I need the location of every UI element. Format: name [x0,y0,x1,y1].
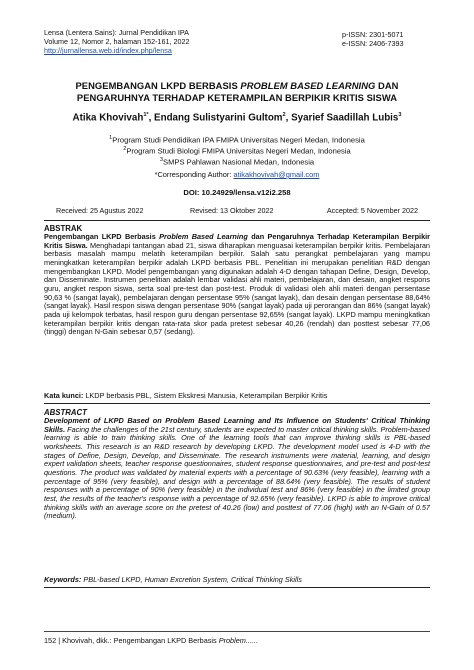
abstrak-lead-a: Pengembangan LKPD Berbasis [44,232,160,241]
author-1: Atika Khovivah [72,112,144,124]
keywords-text: PBL-based LKPD, Human Excretion System, Critical Thinking Skills [81,575,302,584]
title-line-2: PENGARUHNYA TERHADAP KETERAMPILAN BERPIKIR KRITIS SISWA [76,92,398,103]
keywords [44,575,430,584]
affiliation-1-text: Program Studi Pendidikan IPA FMIPA Universitas Negeri Medan, Indonesia [112,135,365,145]
author-3-sup: 3 [398,112,402,118]
accepted-date: Accepted: 5 November 2022 [326,206,418,215]
journal-url-link[interactable]: http://jurnallensa.web.id/index.php/lensa [44,46,172,55]
pissn: p-ISSN: 2301-5071 [342,30,404,39]
kata-kunci [44,391,430,400]
abstract-heading: ABSTRACT [44,408,87,417]
abstract-lead: Development of LKPD Based on Problem Based Learning and Its Influence on Students' Critical Thinking Skills. [44,416,430,434]
abstrak-body [44,233,430,337]
affiliation-2-text: Program Studi Biologi FMIPA Universitas Negeri Medan, Indonesia [126,146,351,156]
affiliation-1-sup: 1 [109,135,113,141]
title-part-c: DAN [375,80,399,91]
footer-rule [44,631,430,632]
abstrak-lead-b: Problem Based Learning [159,232,248,241]
affiliation-3-text: SMPS Pahlawan Nasional Medan, Indonesia [163,157,315,167]
divider-bottom [44,587,430,588]
paper-title [44,80,430,104]
corresponding-label: *Corresponding Author: [154,170,234,179]
author-3: , Syarief Saadillah Lubis [285,112,399,124]
affiliation-3-sup: 3 [159,157,163,164]
keywords-label: Keywords: [44,575,82,584]
revised-date: Revised: 13 Oktober 2022 [190,206,274,215]
journal-volume: Volume 12, Nomor 2, halaman 152-161, 2022 [44,37,190,46]
received-date: Received: 25 Agustus 2022 [56,206,144,215]
title-part-a: PENGEMBANGAN LKPD BERBASIS [75,80,241,91]
journal-info [44,28,284,55]
affiliation-1 [44,134,430,145]
footer-italic: Problem...... [218,636,259,645]
corresponding-author [44,170,430,179]
author-2: , Endang Sulistyarini Gultom [148,112,283,124]
abstrak-text: Menghadapi tantangan abad 21, siswa diharapkan menguasai keterampilan berpikir kritis. Pembelajaran berbasis masalah mampu melatih keterampilan berpikir. Salah satu perangkat pembelajaran yang mampu meningkatkan keterampilan berpikir adalah LKPD berbasis PBL. Penelitian ini merupakan penelitian R&D dengan mengembangkan LKPD. Model pengembangan yang digunakan adalah 4-D dengan tahapan Define, Design, Develop, dan Disseminate. Instrumen penelitian adalah lembar validasi ahli materi, pembelajaran, dan desain, angket respons guru, angket respon siswa, serta soal pre-test dan post-test. Produk di validasi oleh ahli materi dengan persentase 90,63 % (sangat layak), pembelajaran dengan persentase 95% (sangat layak), dan desain dengan persentase 88,64% (sangat layak). Hasil respon siswa dengan persentase 90% (sangat layak) pada uji perorangan dan 86% (sangat layak) pada uji kelompok terbatas, hasil respon guru dengan persentase 92,65% (sangat layak). LKPD mampu meningkatkan keterampilan berpikir kritis dengan rata-rata skor pada pretest sebesar 40,26 (rendah) dan posttest sebesar 77,06 (tinggi) dengan N-Gain sebesar 0,57 (sedang). [44,240,430,337]
abstract-text: Facing the challenges of the 21st century, students are expected to master critical thinking skills. Problem-based learning is able to train thinking skills. One of the learning tools that can improve thinking skills is PBL-based worksheets. This research is an R&D research by developing LKPD. The development model used is 4-D with the stages of Define, Design, Develop, and Disseminate. The research instruments were material, learning, and design expert validation sheets, teacher response questionnaires, student response questionnaires, and pre-test and post-test questions. The product was validated by material experts with a percentage of 90.63% (very feasible), learning with a percentage of 95% (very feasible), and design with a percentage of 88.64% (very feasible). The results of student responses with a percentage of 90% (very feasible) in the individual test and 86% (very feasible) in the limited group test, the results of the teacher's response with a percentage of 92.65% (very feasible). LKPD is able to improve critical thinking skills with an average score on the pretest of 40.26 (low) and posttest of 77.06 (high) with an N-Gain of 0.57 (medium). [44,424,430,521]
issn-block [342,30,430,48]
divider-top [44,220,430,221]
doi: DOI: 10.24929/lensa.v12i2.258 [183,188,291,197]
footer-text: 152 | Khovivah, dkk.: Pengembangan LKPD Berbasis [44,636,219,645]
affiliation-2 [44,145,430,156]
kata-kunci-text: LKDP berbasis PBL, Sistem Ekskresi Manusia, Keterampilan Berpikir Kritis [83,391,328,400]
author-2-sup: 2 [282,112,286,118]
abstract-body [44,417,430,521]
affiliation-3 [44,156,430,167]
kata-kunci-label: Kata kunci: [44,391,84,400]
author-1-sup: 1* [143,112,149,118]
abstrak-heading: ABSTRAK [44,224,83,233]
divider-middle [44,403,430,404]
title-part-b: PROBLEM BASED LEARNING [240,80,376,91]
journal-name: Lensa (Lentera Sains): Jurnal Pendidikan IPA [44,28,189,37]
affiliations [44,134,430,167]
eissn: e-ISSN: 2406-7393 [342,39,404,48]
abstrak-lead-c: dan Pengaruhnya Terhadap Keterampilan Berpikir Kritis Siswa. [44,232,431,250]
author-list [44,112,430,123]
page-footer [44,631,430,645]
email-link[interactable]: atikakhovivah@gmail.com [233,170,320,179]
affiliation-2-sup: 2 [123,146,127,153]
